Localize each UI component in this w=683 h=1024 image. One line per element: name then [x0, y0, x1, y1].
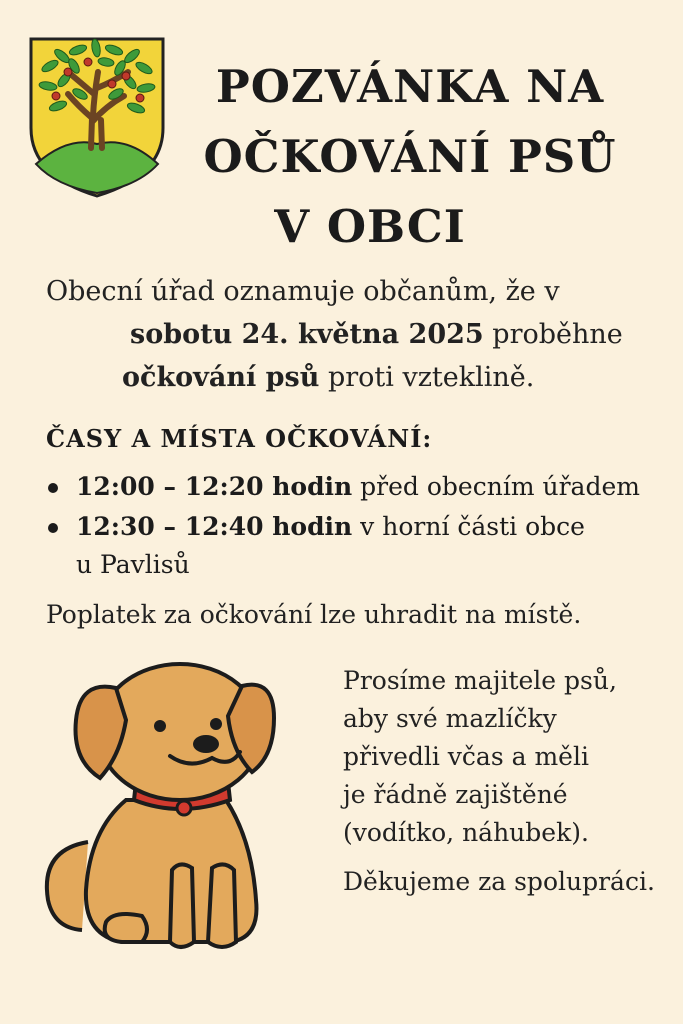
thanks-text: Děkujeme za spolupráci.: [343, 867, 655, 896]
bullet-icon: [48, 483, 58, 493]
title-line-1: POZVÁNKA NA: [215, 60, 605, 113]
page-title: [180, 52, 640, 262]
vaccination-date: sobotu 24. května 2025: [130, 319, 484, 350]
intro-line-2-tail: proběhne: [483, 319, 623, 350]
request-line: aby své mazlíčky: [343, 704, 557, 733]
intro-line-1: Obecní úřad oznamuje občanům, že v: [46, 276, 560, 307]
owner-request: [343, 662, 673, 852]
request-line: je řádně zajištěné: [343, 780, 568, 809]
schedule-heading: ČASY A MÍSTA OČKOVÁNÍ:: [46, 424, 433, 453]
schedule-list: [46, 468, 676, 586]
title-line-3: V OBCI: [274, 200, 466, 253]
title-line-2: OČKOVÁNÍ PSŮ: [203, 130, 617, 183]
schedule-place: před obecním úřadem: [352, 472, 640, 501]
intro-paragraph: [46, 270, 666, 399]
schedule-place-continued: u Pavlisů: [76, 550, 190, 579]
intro-line-3-tail: proti vzteklině.: [319, 362, 535, 393]
intro-line-3: [46, 356, 666, 399]
request-line: (vodítko, náhubek).: [343, 818, 589, 847]
schedule-item: [46, 508, 676, 584]
request-line: Prosíme majitele psů,: [343, 666, 617, 695]
schedule-item: [46, 468, 676, 506]
bullet-icon: [48, 523, 58, 533]
intro-line-2: [46, 313, 666, 356]
schedule-time: 12:00 – 12:20 hodin: [76, 472, 353, 501]
schedule-place: v horní části obce: [352, 512, 585, 541]
tree-crest-icon: [28, 36, 166, 198]
dog-icon: [30, 660, 320, 960]
vaccination-topic: očkování psů: [122, 362, 320, 393]
request-line: přivedli včas a měli: [343, 742, 589, 771]
fee-note: Poplatek za očkování lze uhradit na místě.: [46, 600, 582, 629]
schedule-time: 12:30 – 12:40 hodin: [76, 512, 353, 541]
